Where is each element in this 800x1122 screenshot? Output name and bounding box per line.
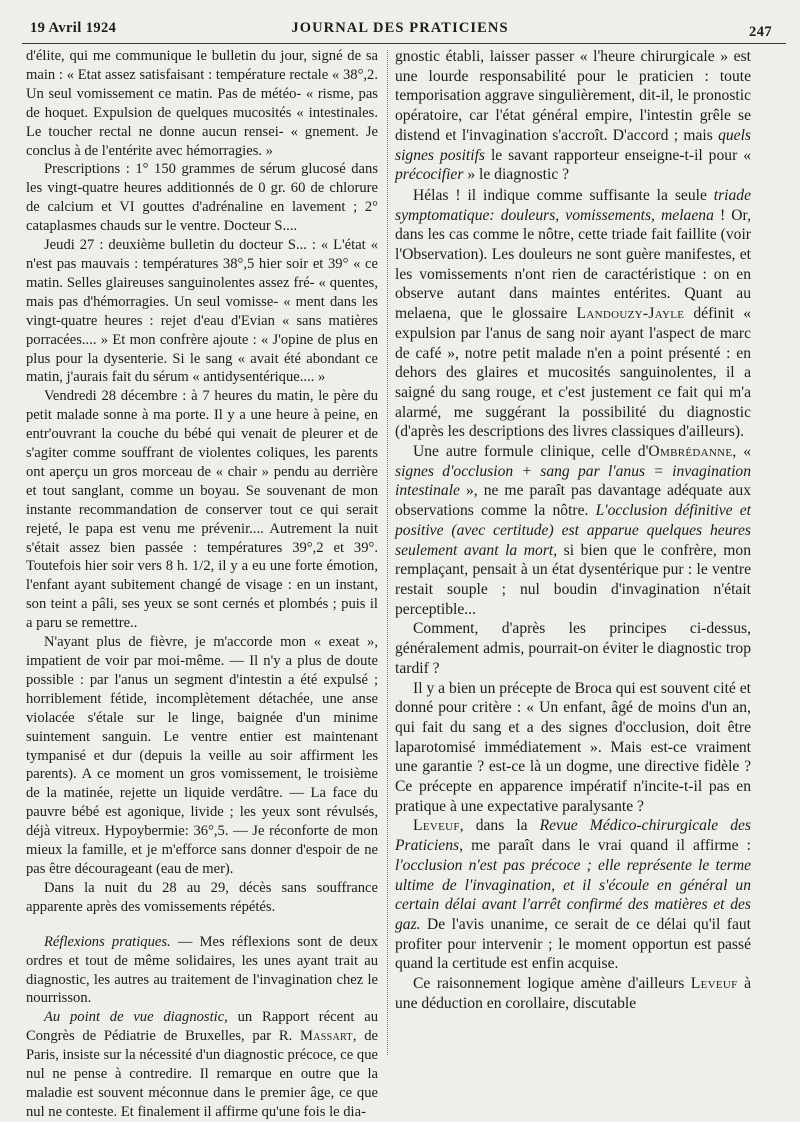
paragraph-question: Comment, d'après les principes ci-dessus, généralement admis, pourrait-on éviter le diagnostic trop tardif ? bbox=[395, 620, 751, 677]
paragraph-death: Dans la nuit du 28 au 29, décès sans souffrance apparente après des vomissements répétés. bbox=[26, 879, 378, 915]
author-name: Massart bbox=[299, 1028, 353, 1045]
section-lead-diagnostic: Au point de vue diagnostic, bbox=[44, 1009, 228, 1026]
journal-title: JOURNAL DES PRATICIENS bbox=[291, 20, 509, 36]
paragraph-reflexions: Réflexions pratiques. — Mes réflexions sont de deux ordres et tout de même solidaires, les unes ayant trait au diagnostic, les autres au traitement de l'invagination chez le nourrisson. bbox=[26, 933, 378, 1007]
paragraph-broca: Il y a bien un précepte de Broca qui est souvent cité et donné pour critère : « Un enfant, âgé de moins d'un an, qui fait du sang et a des signes d'occlusion, doit être laparotomisé immédiatement ». Mais est-ce vraiment une garantie ? est-ce là un dogme, une directive fidèle ? Ce précepte en apparence impératif n'incite-t-il pas en pratique à une expectative paralysante ? bbox=[395, 679, 751, 815]
paragraph-heure-chirurgicale: gnostic établi, laisser passer « l'heure chirurgicale » est une lourde responsabilité pour le praticien : toute temporisation aggrave singulièrement, dit-il, le pronostic opératoire, car l'état général empire, l'intestin grêle se distend et l'invagination s'accroît. D'accord ; mais quels signes positifs le savant rapporteur enseigne-t-il pour « précocifier » le diagnostic ? bbox=[395, 48, 751, 184]
paragraph-leveuf: Leveuf, dans la Revue Médico-chirurgicale des Praticiens, me paraît dans le vrai quand il affirme : l'occlusion n'est pas précoce ; elle représente le terme ultime de l'invagination, et il s'écoule en général un certain délai avant l'arrêt confirmé des matières et des gaz. De l'avis unanime, ce serait de ce délai qu'il faut profiter pour intervenir ; le moment opportun est passé quand la certitude est enfin acquise. bbox=[395, 817, 751, 973]
paragraph-bulletin-1: d'élite, qui me communique le bulletin du jour, signé de sa main : « Etat assez satisfaisant : température rectale « 38°,2. Un seul vomissement ce matin. Pas de météo- « risme, pas de hoquet. Expulsion de quelques mucosités « intestinales. Le toucher rectal ne donne aucun rensei- « gnement. Je conclus à de l'entérite avec hémorragies. » bbox=[26, 48, 378, 159]
author-name: Landouzy-Jayle bbox=[576, 305, 685, 323]
paragraph-triade: Hélas ! il indique comme suffisante la seule triade symptomatique: douleurs, vomissements, melaena ! Or, dans les cas comme le nôtre, cette triade fait faillite (voir l'Observation). Les douleurs ne sont guère manifestes, et les vomissements n'ont rien de caractéristique : on en observe autant dans maintes entérites. Quant au melaena, que le glossaire Landouzy-Jayle définit « expulsion par l'anus de sang noir ayant l'aspect de marc de café », notre petit malade n'en a point présenté : en dehors des glaires et mucosités sanguinolentes, il a saigné du sang rouge, et c'est justement ce fait qui m'a alarmé, me suggérant la possibilité du diagnostic (d'après les descriptions des livres classiques d'ailleurs). bbox=[395, 186, 751, 441]
page-number: 247 bbox=[749, 24, 772, 40]
author-name: Leveuf bbox=[413, 817, 460, 835]
header-rule bbox=[22, 43, 786, 44]
paragraph-prescriptions: Prescriptions : 1° 150 grammes de sérum glucosé dans les vingt-quatre heures additionnés de 0 gr. 60 de chlorure de calcium et VI gouttes d'adrénaline en lavement ; 2° cataplasmes chauds sur le ventre. Docteur S.... bbox=[26, 161, 378, 235]
running-header bbox=[20, 18, 780, 44]
paragraph-diagnostic: Au point de vue diagnostic, un Rapport récent au Congrès de Pédiatrie de Bruxelles, par R. Massart, de Paris, insiste sur la nécessité d'un diagnostic précoce, ce que nul ne pense à contredire. Il remarque en outre que la maladie est souvent méconnue dans le premier âge, ce que nul ne conteste. Et finalement il affirme qu'une fois le dia- bbox=[26, 1009, 378, 1120]
paragraph-bulletin-2: Jeudi 27 : deuxième bulletin du docteur S... : « L'état « n'est pas mauvais : températures 38°,5 hier soir et 39° « ce matin. Selles glaireuses sanguinolentes assez fré- « quentes, mais pas d'hémorragies. Un seul vomisse- « ment dans les vingt-quatre heures : rejet d'eau d'Evian « sans matières porracées.... » Et mon confrère ajoute : « J'opine de plus en plus pour la dysenterie. Si le sang « avait été abondant ce matin, j'aurais fait du sérum « antidysentérique.... » bbox=[26, 237, 378, 386]
left-column bbox=[26, 47, 378, 1122]
paragraph-examination: N'ayant plus de fièvre, je m'accorde mon « exeat », impatient de voir par moi-même. — Il n'y a plus de doute possible : par l'anus un segment d'intestin a été expulsé ; horriblement fétide, incomplètement détachée, une anse violacée s'étale sur le linge, baignée d'un minime suintement sanguin. Le ventre entier est maintenant tympanisé et dur (depuis la veille au soir affirment les parents). A ce moment un gros vomissement, le troisième de la matinée, rejette un liquide verdâtre. — La face du pauvre bébé est agonique, livide ; les yeux sont révulsés, déjà vitreux. Hypoybermie: 36°,5. — Je réconforte de mon mieux la famille, et je m'efforce sans donner d'espoir de ne pas être décourageant (eau de mer). bbox=[26, 634, 378, 877]
right-column bbox=[395, 47, 751, 1013]
column-divider bbox=[387, 50, 388, 1055]
author-name: Ombrédanne bbox=[648, 443, 733, 461]
paragraph-friday: Vendredi 28 décembre : à 7 heures du matin, le père du petit malade sonne à ma porte. Il y a une heure à peine, en entr'ouvrant la couche du bébé qui venait de pleurer et de s'agiter comme souffrant de violentes coliques, les parents ont aperçu un gros morceau de « chair » pendu au derrière et tout sanglant, comme un boyau. Se souvenant de mon instante recommandation de conserver tout ce qui serait rejeté, le papa est venu me prévenir.... Autrement la nuit s'était assez bien passée : températures 39°,2 et 39°. Toutefois hier soir vers 8 h. 1/2, il y a eu une forte émotion, l'enfant ayant subitement changé de visage : en un instant, son teint a pâli, ses yeux se sont cernés et plombés ; puis il a paru se remettre.. bbox=[26, 388, 378, 632]
issue-date: 19 Avril 1924 bbox=[30, 20, 117, 36]
paragraph-ombredanne: Une autre formule clinique, celle d'Ombrédanne, « signes d'occlusion + sang par l'anus = invagination intestinale », ne me paraît pas davantage adéquate aux observations comme la nôtre. L'occlusion définitive et positive (avec certitude) est apparue quelques heures seulement avant la mort, si bien que le confrère, mon remplaçant, pensait à un état dysentérique pur : le ventre restait souple ; nul boudin d'invagination n'était perceptible... bbox=[395, 443, 752, 618]
section-lead-reflexions: Réflexions pratiques. bbox=[44, 933, 171, 950]
author-name: Leveuf bbox=[690, 975, 738, 993]
paragraph-raisonnement: Ce raisonnement logique amène d'ailleurs Leveuf à une déduction en corollaire, discutable bbox=[395, 975, 751, 1012]
